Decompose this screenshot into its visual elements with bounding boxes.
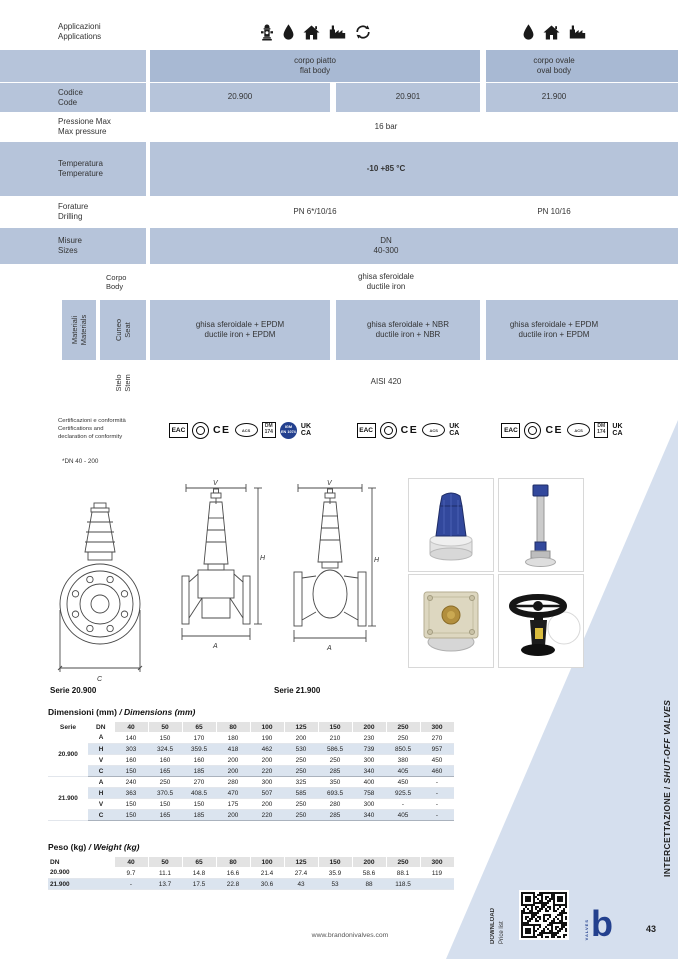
band-oval-body	[486, 50, 678, 82]
brandoni-logo	[584, 896, 613, 945]
dim-value: 250	[284, 755, 318, 766]
label-seat-en: Seat	[122, 322, 132, 338]
dim-value: 450	[420, 755, 454, 766]
weight-value: 17.5	[182, 879, 216, 890]
weight-col-header: 250	[386, 857, 420, 868]
dim-letter: H	[88, 788, 114, 799]
dim-value: 460	[420, 766, 454, 777]
website-url: www.brandonivalves.com	[311, 932, 389, 939]
dim-value: 250	[284, 799, 318, 810]
factory-icon	[569, 25, 586, 39]
dim-value: 165	[148, 766, 182, 777]
ukca-mark: UK CA	[612, 422, 623, 437]
sidebar-label-it: INTERCETTAZIONE /	[662, 785, 672, 877]
dim-value: 250	[318, 755, 352, 766]
label-cert-l2: Certifications and	[58, 426, 104, 433]
dm-174-mark: DM 174	[262, 422, 276, 438]
label-sizes	[0, 228, 146, 264]
circle-certification-mark	[192, 422, 209, 439]
dim-value: 285	[318, 766, 352, 777]
weight-value: 30.6	[250, 879, 284, 890]
dim-value: 200	[250, 799, 284, 810]
code-20901: 20.901	[336, 83, 480, 112]
serie-cell: 21.900	[48, 777, 88, 821]
dim-value: 150	[114, 810, 148, 821]
eac-mark: EAC	[169, 423, 188, 438]
material-body-value: ghisa sferoidale ductile iron	[357, 271, 415, 291]
weight-value: 27.4	[284, 868, 318, 879]
dim-value: 586.5	[318, 744, 352, 755]
label-drilling-en: Drilling	[58, 212, 83, 221]
weight-title: Peso (kg) / Weight (kg)	[48, 842, 140, 852]
label-code-en: Code	[58, 97, 78, 107]
weight-value: 35.9	[318, 868, 352, 879]
label-applications-en: Applications	[58, 32, 102, 41]
label-materials-en: Materials	[79, 314, 88, 346]
label-code	[0, 83, 146, 112]
dim-col-header: 200	[352, 722, 386, 733]
dim-value: 180	[216, 733, 250, 744]
ukca-mark: UK CA	[449, 422, 460, 437]
dim-value: 280	[216, 777, 250, 788]
dim-value: 957	[420, 744, 454, 755]
dimensions-title: Dimensioni (mm) / Dimensions (mm)	[48, 707, 196, 717]
circle-certification-mark	[380, 422, 397, 439]
dim-col-header: 150	[318, 722, 352, 733]
dim-value: 370.5	[148, 788, 182, 799]
label-stem-en: Stem	[122, 373, 132, 392]
dim-value: -	[420, 788, 454, 799]
dim-letter: C	[88, 810, 114, 821]
dim-label-c: C	[97, 676, 103, 683]
dim-value: 300	[250, 777, 284, 788]
weight-value: 21.4	[250, 868, 284, 879]
row-sizes	[0, 228, 678, 264]
row-material-body	[0, 264, 678, 300]
dim-value: 200	[250, 755, 284, 766]
dim-value: 160	[114, 755, 148, 766]
row-temperature	[0, 142, 678, 196]
dim-value: 250	[284, 810, 318, 821]
ce-mark: CE	[545, 424, 564, 436]
dim-value: 230	[352, 733, 386, 744]
drawing-section-20900	[166, 478, 266, 678]
hydrant-icon	[260, 24, 274, 41]
dim-col-header: 125	[284, 722, 318, 733]
dim-value: 220	[250, 810, 284, 821]
dim-value: 185	[182, 810, 216, 821]
oval-body-it: corpo ovale	[533, 55, 575, 65]
weight-col-header: 300	[420, 857, 454, 868]
label-pressure	[0, 112, 146, 142]
dim-value: 693.5	[318, 788, 352, 799]
recycle-arrows-icon	[355, 24, 371, 40]
band-label-spacer	[0, 50, 146, 82]
dim-value: 363	[114, 788, 148, 799]
label-drilling	[0, 196, 146, 228]
dim-col-header: 65	[182, 722, 216, 733]
dim-value: -	[386, 799, 420, 810]
dim-value: 359.5	[182, 744, 216, 755]
dim-value: 739	[352, 744, 386, 755]
dim-value: 285	[318, 810, 352, 821]
cert-marks-20901	[336, 405, 480, 455]
weight-col-header: 50	[148, 857, 182, 868]
flat-body-en: flat body	[299, 66, 331, 75]
water-drop-icon	[283, 24, 294, 40]
dim-value: -	[420, 810, 454, 821]
dim-value: 200	[284, 733, 318, 744]
row-code	[0, 83, 678, 112]
dim-value: 150	[148, 733, 182, 744]
dim-value: 150	[182, 799, 216, 810]
dim-col-header: 250	[386, 722, 420, 733]
label-temperature	[0, 142, 146, 196]
dim-value: 405	[386, 766, 420, 777]
dim-value: 210	[318, 733, 352, 744]
label-applications-it: Applicazioni	[58, 22, 101, 32]
code-20900: 20.900	[150, 83, 330, 112]
label-pressure-en: Max pressure	[58, 127, 107, 136]
weight-col-header: 125	[284, 857, 318, 868]
dim-value: 462	[250, 744, 284, 755]
dim-value: 400	[352, 777, 386, 788]
label-cert-l3: declaration of conformity	[58, 433, 123, 440]
dim-value: 507	[250, 788, 284, 799]
weight-value: 88	[352, 879, 386, 890]
circle-certification-mark	[524, 422, 541, 439]
label-code-it: Codice	[58, 87, 83, 97]
dim-value: 300	[352, 799, 386, 810]
oval-body-en: oval body	[536, 66, 572, 75]
sizes-value: DN 40-300	[150, 228, 678, 264]
photo-square-cap	[408, 574, 494, 668]
weight-col-header: 80	[216, 857, 250, 868]
seat-value-20901: ghisa sferoidale + NBR ductile iron + NBR	[336, 300, 480, 360]
water-drop-icon	[523, 24, 534, 40]
dim-col-header: 50	[148, 722, 182, 733]
dim-col-header: Serie	[59, 723, 77, 731]
dim-label-h: H	[374, 557, 380, 564]
dn-range-note: *DN 40 - 200	[62, 458, 99, 465]
label-seat-vertical	[100, 300, 146, 360]
dim-col-header: 40	[114, 722, 148, 733]
row-material-stem	[0, 360, 678, 405]
label-body-it: Corpo	[106, 273, 127, 282]
weight-value: -	[114, 879, 148, 890]
weight-col-header: 65	[182, 857, 216, 868]
weight-value: 58.6	[352, 868, 386, 879]
row-drilling	[0, 196, 678, 228]
price-list-label: Price list	[499, 921, 505, 944]
ukca-mark: UK CA	[300, 422, 312, 437]
weight-col-header: 200	[352, 857, 386, 868]
eac-mark: EAC	[357, 423, 376, 438]
weight-value: 119	[420, 868, 454, 879]
dim-value: 350	[318, 777, 352, 788]
drawing-section-21900	[280, 478, 380, 678]
dim-value: 450	[386, 777, 420, 788]
dim-label-a: A	[327, 645, 332, 652]
weight-value: 16.6	[216, 868, 250, 879]
dimensions-table	[48, 721, 455, 821]
serie-flat-label: Serie 20.900	[50, 686, 97, 695]
serie-cell: 20.900	[48, 733, 88, 777]
row-body-type	[0, 50, 678, 82]
weight-col-header: DN	[50, 858, 60, 866]
photo-stem-extension	[498, 478, 584, 572]
photo-gearbox-handwheel	[498, 574, 584, 668]
dim-value: 150	[148, 799, 182, 810]
label-certifications	[0, 405, 146, 455]
band-flat-body	[150, 50, 480, 82]
dim-value: 220	[250, 766, 284, 777]
seat-value-21900: ghisa sferoidale + EPDM ductile iron + EPDM	[486, 300, 678, 360]
material-stem-value: AISI 420	[370, 377, 402, 387]
dim-value: 185	[182, 766, 216, 777]
label-body-en: Body	[106, 282, 124, 291]
dim-value: 340	[352, 766, 386, 777]
weight-table	[48, 856, 455, 890]
dim-letter: H	[88, 744, 114, 755]
oval-certification-mark: ACS	[422, 423, 445, 437]
cert-marks-21900	[486, 405, 678, 455]
weight-value: 22.8	[216, 879, 250, 890]
weight-col-header: 100	[250, 857, 284, 868]
dim-value: 758	[352, 788, 386, 799]
cert-marks-20900	[150, 405, 330, 455]
dim-value: 380	[386, 755, 420, 766]
section-sidebar-label	[662, 688, 672, 888]
dim-col-header: 300	[420, 722, 454, 733]
dim-value: 340	[352, 810, 386, 821]
dim-value: 470	[216, 788, 250, 799]
dim-value: 270	[420, 733, 454, 744]
sidebar-label-en: SHUT-OFF VALVES	[662, 699, 672, 786]
weight-col-header: 150	[318, 857, 352, 868]
serie-cell: 20.900	[48, 868, 114, 879]
download-price-list-label	[489, 888, 507, 944]
drawing-front-view-20900	[44, 500, 156, 685]
dim-value: 170	[182, 733, 216, 744]
dim-label-a: A	[213, 643, 218, 650]
oval-certification-mark: ACS	[235, 423, 258, 437]
house-icon	[543, 25, 560, 40]
dim-value: 850.5	[386, 744, 420, 755]
dim-label-v: V	[327, 480, 332, 487]
label-cert-l1: Certificazioni e conformità	[58, 418, 126, 425]
dim-label-h: H	[260, 555, 266, 562]
dim-value: 300	[352, 755, 386, 766]
dim-value: 160	[148, 755, 182, 766]
drilling-flat-value: PN 6*/10/16	[293, 206, 337, 216]
dim-value: 418	[216, 744, 250, 755]
dim-value: 165	[148, 810, 182, 821]
row-pressure	[0, 112, 678, 142]
weight-value: 43	[284, 879, 318, 890]
label-temperature-it: Temperatura	[58, 159, 103, 169]
seat-value-20900: ghisa sferoidale + EPDM ductile iron + EPDM	[150, 300, 330, 360]
flat-body-it: corpo piatto	[294, 55, 336, 65]
dim-value: 324.5	[148, 744, 182, 755]
dim-value: 585	[284, 788, 318, 799]
pressure-value: 16 bar	[374, 121, 398, 131]
label-seat-it: Cuneo	[113, 318, 123, 342]
dim-value: 190	[250, 733, 284, 744]
label-sizes-it: Misure	[58, 236, 83, 246]
dim-value: 530	[284, 744, 318, 755]
dim-value: 925.5	[386, 788, 420, 799]
application-icons-flat-body	[150, 14, 480, 50]
label-body	[100, 264, 146, 300]
dim-value: -	[420, 777, 454, 788]
ce-mark: CE	[212, 424, 231, 436]
qr-code	[519, 890, 569, 940]
dim-letter: A	[88, 777, 114, 788]
dim-value: 200	[216, 810, 250, 821]
dim-value: -	[420, 799, 454, 810]
ce-mark: CE	[400, 424, 419, 436]
label-stem-it: Stelo	[113, 373, 123, 392]
dim-letter: V	[88, 799, 114, 810]
dm-174-mark: DM 174	[594, 422, 608, 438]
dim-value: 150	[114, 766, 148, 777]
serie-cell: 21.900	[48, 879, 114, 890]
dim-value: 200	[216, 766, 250, 777]
dim-letter: V	[88, 755, 114, 766]
serie-oval-label: Serie 21.900	[274, 686, 321, 695]
label-pressure-it: Pressione Max	[58, 117, 111, 127]
dim-col-header: 100	[250, 722, 284, 733]
weight-value: 88.1	[386, 868, 420, 879]
brand-letter: b	[591, 903, 613, 945]
dim-value: 405	[386, 810, 420, 821]
dim-value: 270	[182, 777, 216, 788]
dim-value: 140	[114, 733, 148, 744]
weight-value: 53	[318, 879, 352, 890]
factory-icon	[329, 25, 346, 39]
dim-value: 303	[114, 744, 148, 755]
dim-value: 250	[386, 733, 420, 744]
row-certifications	[0, 405, 678, 455]
label-materials-vertical	[62, 300, 96, 360]
dim-label-v: V	[213, 480, 218, 487]
weight-value: 118.5	[386, 879, 420, 890]
en-1074-mark: IGM EN 1074	[280, 422, 297, 439]
drilling-oval-value: PN 10/16	[537, 206, 571, 216]
label-drilling-it: Forature	[58, 202, 89, 212]
dim-value: 325	[284, 777, 318, 788]
download-label: DOWNLOAD	[490, 908, 496, 944]
photo-blue-protection-cap	[408, 478, 494, 572]
row-applications	[0, 14, 678, 50]
dim-letter: C	[88, 766, 114, 777]
dim-value: 250	[284, 766, 318, 777]
dim-value: 250	[148, 777, 182, 788]
dim-value: 408.5	[182, 788, 216, 799]
row-material-seat	[0, 300, 678, 360]
label-sizes-en: Sizes	[58, 246, 78, 255]
weight-value: 11.1	[148, 868, 182, 879]
page-number: 43	[646, 924, 657, 934]
label-applications	[0, 14, 146, 50]
dim-value: 200	[216, 755, 250, 766]
dim-value: 150	[114, 799, 148, 810]
weight-value: 9.7	[114, 868, 148, 879]
code-21900: 21.900	[486, 83, 678, 112]
weight-value	[420, 879, 454, 890]
weight-value: 14.8	[182, 868, 216, 879]
application-icons-oval-body	[486, 14, 678, 50]
label-stem-vertical	[100, 360, 146, 405]
brand-sub-label: VALVES	[584, 918, 589, 940]
dim-value: 175	[216, 799, 250, 810]
weight-value: 13.7	[148, 879, 182, 890]
oval-certification-mark: ACS	[567, 423, 590, 437]
label-temperature-en: Temperature	[58, 169, 103, 178]
dim-value: 160	[182, 755, 216, 766]
eac-mark: EAC	[501, 423, 520, 438]
house-icon	[303, 25, 320, 40]
temperature-value: -10 +85 °C	[150, 142, 678, 196]
dim-col-header: DN	[95, 723, 106, 731]
dim-value: 240	[114, 777, 148, 788]
dim-col-header: 80	[216, 722, 250, 733]
weight-col-header: 40	[114, 857, 148, 868]
label-materials-it: Materiali	[70, 315, 79, 345]
dim-value: 280	[318, 799, 352, 810]
dim-letter: A	[88, 733, 114, 744]
